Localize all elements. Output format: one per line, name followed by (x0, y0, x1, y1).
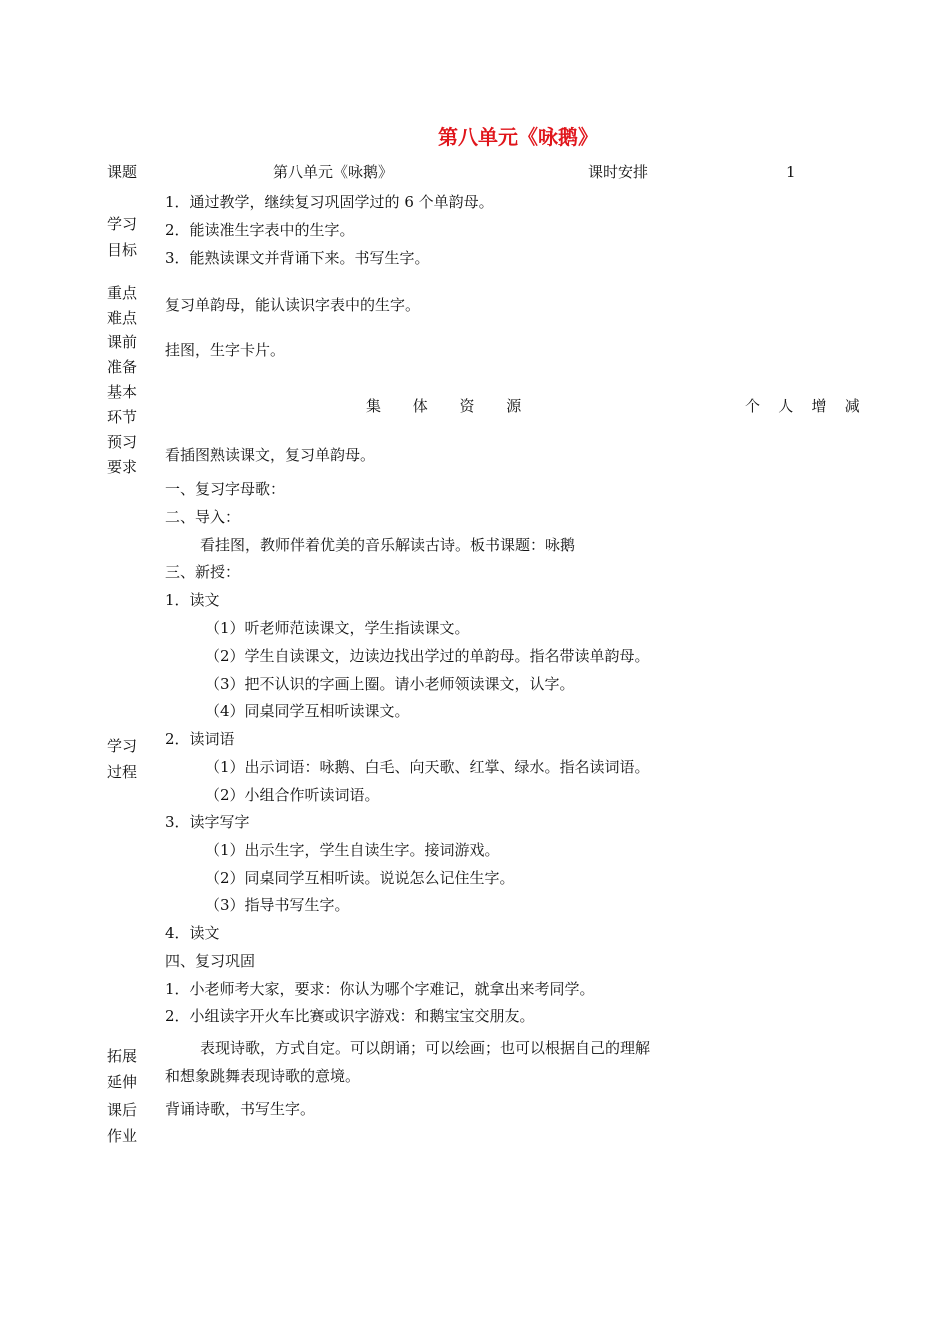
hours-value: 1 (786, 163, 796, 181)
label-prep-2: 准备 (107, 358, 138, 376)
process-line: 1．小老师考大家，要求：你认为哪个字难记，就拿出来考同学。 (165, 980, 595, 998)
collective-resources-heading: 集 体 资 源 (366, 397, 535, 415)
personal-adjustment-heading: 个 人 增 减 (745, 397, 867, 415)
process-line: 四、复习巩固 (165, 952, 256, 970)
label-steps-2: 环节 (107, 408, 138, 426)
page-title: 第八单元《咏鹅》 (438, 125, 598, 149)
extension-line: 和想象跳舞表现诗歌的意境。 (165, 1067, 361, 1085)
process-line: 1．读文 (165, 591, 220, 609)
homework-text: 背诵诗歌，书写生字。 (165, 1100, 316, 1118)
label-keypoints-2: 难点 (107, 309, 138, 327)
label-process-1: 学习 (107, 737, 138, 755)
process-line: （3）把不认识的字画上圈。请小老师领读课文，认字。 (205, 675, 575, 693)
label-preview-1: 预习 (107, 433, 138, 451)
goal-item: 2．能读准生字表中的生字。 (165, 221, 355, 239)
goal-item: 1．通过教学，继续复习巩固学过的 6 个单韵母。 (165, 193, 494, 211)
label-process-2: 过程 (107, 763, 138, 781)
preview-text: 看插图熟读课文，复习单韵母。 (165, 446, 376, 464)
process-line: （2）小组合作听读词语。 (205, 786, 380, 804)
process-line: 三、新授： (165, 563, 241, 581)
label-topic: 课题 (107, 163, 138, 181)
label-homework-1: 课后 (107, 1101, 138, 1119)
label-extension-1: 拓展 (107, 1047, 138, 1065)
process-line: （3）指导书写生字。 (205, 896, 350, 914)
process-line: 2．小组读字开火车比赛或识字游戏：和鹅宝宝交朋友。 (165, 1007, 535, 1025)
process-line: 看挂图，教师伴着优美的音乐解读古诗。板书课题：咏鹅 (200, 536, 576, 554)
label-extension-2: 延伸 (107, 1073, 138, 1091)
process-line: （1）出示词语：咏鹅、白毛、向天歌、红掌、绿水。指名读词语。 (205, 758, 650, 776)
label-hours: 课时安排 (588, 163, 649, 181)
extension-line: 表现诗歌，方式自定。可以朗诵；可以绘画；也可以根据自己的理解 (200, 1039, 651, 1057)
process-line: 3．读字写字 (165, 813, 250, 831)
prep-text: 挂图，生字卡片。 (165, 341, 286, 359)
process-line: 4．读文 (165, 924, 220, 942)
goal-item: 3．能熟读课文并背诵下来。书写生字。 (165, 249, 430, 267)
label-keypoints-1: 重点 (107, 284, 138, 302)
process-line: （2）学生自读课文，边读边找出学过的单韵母。指名带读单韵母。 (205, 647, 650, 665)
label-prep-1: 课前 (107, 333, 138, 351)
process-line: （1）听老师范读课文，学生指读课文。 (205, 619, 470, 637)
keypoints-text: 复习单韵母，能认读识字表中的生字。 (165, 296, 421, 314)
label-goals-1: 学习 (107, 215, 138, 233)
label-homework-2: 作业 (107, 1127, 138, 1145)
process-line: （1）出示生字，学生自读生字。接词游戏。 (205, 841, 500, 859)
process-line: 二、导入： (165, 508, 241, 526)
label-preview-2: 要求 (107, 458, 138, 476)
label-goals-2: 目标 (107, 241, 138, 259)
label-steps-1: 基本 (107, 383, 138, 401)
process-line: （4）同桌同学互相听读课文。 (205, 702, 410, 720)
process-line: 一、复习字母歌： (165, 480, 286, 498)
process-line: 2．读词语 (165, 730, 235, 748)
process-line: （2）同桌同学互相听读。说说怎么记住生字。 (205, 869, 515, 887)
topic-value: 第八单元《咏鹅》 (273, 163, 394, 181)
